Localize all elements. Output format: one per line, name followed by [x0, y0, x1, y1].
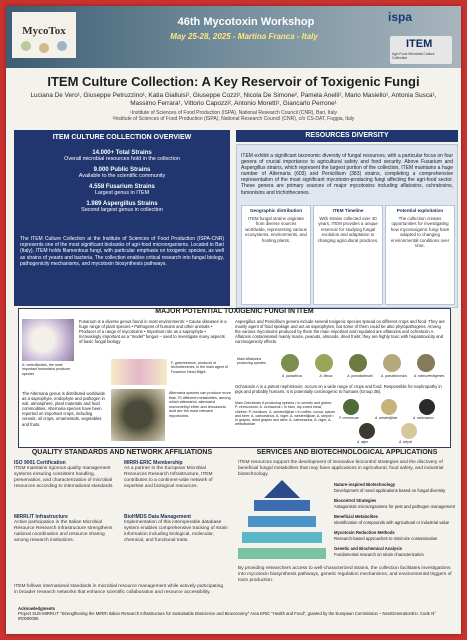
geo-distribution-text: ITEM fungal strains originate from diverse sources worldwide, representing various ecosystems, environments, and hosting plants. [245, 216, 307, 243]
geo-distribution-card [241, 205, 311, 305]
mirri-eric-heading: MIRRI-ERIC Membership [124, 460, 183, 466]
pyramid-desc-3: Identification of compounds with agricultural or industrial value [334, 520, 450, 525]
afla-colony-5 [417, 354, 435, 372]
ochra-colony-1 [343, 399, 359, 415]
ochratoxin-species-grid [339, 399, 447, 445]
mycotox-logo [12, 12, 76, 58]
ack-heading: Acknowledgments [18, 606, 55, 611]
affiliations [26, 110, 441, 122]
fusarium-caption: A. verticillioides, the most important fumonisins producer species [22, 363, 71, 376]
affiliation-1: ¹Institute of Sciences of Food Production (ISPA), National Research Council (CNR), Bari, Italy [130, 110, 337, 116]
ochra-species-4: A. niger [357, 440, 368, 444]
biohmds-heading: BioHMDS Data Management [124, 514, 191, 520]
acknowledgments [18, 606, 449, 622]
fusarium-text: Fusarium is a diverse genus found in most environments: • Cause diseases in a huge range of plant species • Pathogens of humans and other animals • Producer of a range of mycotoxins • Important role as a saprophyte • Increasingly important as a "model" fungus – used to investigate many aspects of basic fungal biology [79, 319, 227, 345]
overview-stats [18, 150, 226, 218]
aflatoxin-species-row [275, 354, 447, 382]
item-logo-subtext: Agri-Food Microbial Culture Collection [392, 52, 435, 60]
overview-title: ITEM CULTURE COLLECTION OVERVIEW [52, 134, 192, 141]
pyramid-label-2: Biocontrol Strategies [334, 498, 377, 503]
item-logo [390, 36, 452, 64]
ochra-colony-5 [401, 423, 417, 439]
stat-total-label: Overall microbial resources hold in the collection [64, 156, 180, 162]
mirri-it-heading: MIRRI.IT Infrastructure [14, 514, 68, 520]
author-list: Luciana De Vero¹, Giuseppe Petruzzino¹, Katia Gialluisi¹, Giuseppe Cozzi¹, Nicola De Simone², Pamela Anelli¹, Mario Masiello¹, Antonia Susca¹, Massimo Ferrara¹, Vittorio Capozzi², Antonio Moretti¹, Giancarlo Perrone¹ [30, 92, 437, 107]
stat-fusarium: 4.558 Fusarium Strains [89, 184, 155, 190]
ack-text: Project SUS-MIRRI.IT "Strengthening the MIRRI Italian Research Infrastructure for Sustainable Bioscience and Bioeconomy" Area ERIC "Health and Food", granted by the European Commission – NextGenerationEU. Code N° IR0000005 [18, 611, 436, 622]
pyramid-level-4 [242, 532, 322, 543]
exploitation-heading: Potential exploitation [396, 208, 444, 213]
mirri-it-card [14, 514, 118, 544]
mirri-it-text: Active participation in the Italian Microbial Resource Research Infrastructure strengthens national coordination and resource sharing among research institutions. [14, 520, 113, 543]
afla-colony-3 [349, 354, 367, 372]
ochra-species-3: A. carbonarius [413, 416, 434, 420]
iso-heading: ISO 9001 Certification [14, 460, 66, 466]
ochra-colony-3 [419, 399, 435, 415]
services-title: SERVICES AND BIOTECHNOLOGICAL APPLICATIONS [256, 449, 438, 456]
overview-panel [14, 130, 230, 306]
pyramid-level-3 [248, 516, 316, 527]
pyramid-label-4: Mycotoxin Reduction Methods [334, 530, 395, 535]
affiliation-2: ²Institute of Sciences of Food Production (ISPA), National Research Council (CNR), c/o CS-DAT, Foggia, Italy [112, 116, 355, 123]
timeline-card [313, 205, 383, 305]
event-title: 46th Mycotoxin Workshop [177, 16, 315, 28]
pyramid-desc-1: Development of novel applications based on fungal diversity [334, 488, 446, 493]
header-banner [6, 6, 461, 68]
stat-aspergillus: 1.989 Aspergillus Strains [86, 201, 158, 207]
mirri-eric-text: As a partner in the European Microbial Resources Research Infrastructure, ITEM contributes to a continent-wide network of expertise and biological resources. [124, 466, 213, 489]
fungi-panel [18, 308, 451, 448]
resources-panel [236, 144, 458, 308]
alternaria-photo [111, 389, 165, 441]
services-intro: ITEM resources support the development of innovative biocontrol strategies and the discovery of beneficial fungal metabolites that may have applications in agricultural, food safety, and industrial biotechnology. [238, 460, 444, 477]
stat-aspergillus-label: Second largest genus in collection [81, 207, 163, 213]
fungi-title: MAJOR POTENTIAL TOXIGENIC FUNGI IN ITEM [155, 308, 314, 315]
pyramid-level-1 [264, 480, 300, 498]
exploitation-text: The collection creates opportunities for investigating how mycotoxigenic fungi have adapted to changing environmental conditions over time. [390, 216, 450, 249]
mirri-eric-card [124, 460, 228, 490]
resources-intro: ITEM exhibit a significant taxonomic diversity of fungal resources, with a particular focus on four genera of crucial importance to agricultural safety and food security. Above Fusarium and Aspergillus strains, which represent the largest portion of the collection, ITEM maintains a huge number of Alternaria (603) and Penicillium (383) strains, completing a comprehensive representation of the most significant mycotoxin-producing fungi affecting the agri-food sector. These genera are primary sources of major mycotoxins including aflatoxins, ochratoxins, fumonisins and trichothecenes. [241, 153, 453, 196]
stat-public-strains: 9.000 Public Strains [93, 167, 151, 173]
afla-species-4: A. pseudonomius [380, 374, 408, 378]
pyramid-label-3: Beneficial Metabolites [334, 514, 378, 519]
aspergillus-text: Aspergillus and Penicillium genera include several toxigenic species spread on different crops and food. They are mainly agent of food spoilage and act as saprophytes, but some of them could be also phytopathogens. Among the various mycotoxins produced by them the main important and regulated are aflatoxins and ochratoxin A. Aflatoxin contaminated mainly maize, peanuts, almonds, dried fruits; they are highly toxic with hepatotoxicity and carcinogenicity effects. [235, 319, 445, 345]
pyramid-label-1: Nature-inspired Biotechnology [334, 482, 396, 487]
ochra-species-1: P. verrucosum [339, 416, 360, 420]
stat-total-strains: 14.000+ Total Strains [92, 150, 152, 156]
pyramid-desc-2: Antagonistic microorganisms for pest and pathogen management [334, 504, 456, 509]
ochra-species-5: A. steynii [399, 440, 412, 444]
ochratoxin-text: Ochratoxin A is a potent nephrotoxin; occurs on a wide range of crops and food. Responsible for nephropathy in pigs and probably humans. It is potentially carcinogenic to humans (Group 2B). [235, 384, 442, 395]
ochra-colony-4 [359, 423, 375, 439]
afla-colony-2 [315, 354, 333, 372]
pyramid-level-5 [238, 548, 326, 559]
timeline-heading: ITEM Timeline [332, 208, 364, 213]
iso-card [14, 460, 118, 490]
pyramid-desc-5: Fundamental research on strain characterization [334, 552, 424, 557]
item-logo-text: ITEM [406, 38, 433, 50]
ochra-colony-2 [381, 399, 397, 415]
stat-public-label: Available to the scientific community [78, 173, 166, 179]
alternaria-text: The Alternaria genus is distributed worldwide as a saprophyte, endophyte and pathogen in soil, atmosphere, plant materials and food commodities. Alternaria species have been reported on important crops, including cereals, oil crops, ornamentals, vegetables and fruits. [22, 391, 106, 427]
quality-footer: ITEM follows international standards in microbial resource management while actively participating in broader research networks that enhance scientific collaboration and resource accessibility. [14, 584, 224, 595]
event-subtitle: May 25-28, 2025 - Martina Franca - Italy [170, 32, 318, 41]
fusarium-photo [22, 319, 74, 361]
afla-species-1: A. parasiticus [281, 374, 303, 378]
overview-description: The ITEM Culture Collection at the Institute of Sciences of Food Production (ISPA-CNR) represents one of the most significant biobanks of agri-food microorganisms. Located in Bari (Italy), ITEM holds filamentous fungi, with particular emphasis on toxigenic species, as well as strains of yeasts and bacteria. The collection enables critical research into fungal biology, pathogenicity mechanisms, and mycotoxin biosynthesis pathways. [20, 236, 224, 267]
services-footer: By providing researchers access to well-characterized strains, the collection facilitates investigations into mycotoxin biosynthesis pathways, genetic regulation mechanisms, and environmental triggers of toxin production. [238, 566, 452, 583]
mycotox-logo-text: MycoTox [22, 25, 66, 37]
poster-title: ITEM Culture Collection: A Key Reservoir of Toxigenic Fungi [47, 74, 420, 89]
biohmds-card [124, 514, 228, 544]
quality-title: QUALITY STANDARDS AND NETWORK AFFILIATIONS [31, 449, 213, 456]
pyramid-level-2 [254, 500, 310, 511]
resources-title: RESOURCES DIVERSITY [236, 130, 458, 142]
quality-panel [14, 460, 230, 606]
pyramid-desc-4: Research-based approaches to minimize contamination [334, 536, 438, 541]
afla-species-3: A. pseudotamarii [347, 374, 373, 378]
geo-distribution-heading: Geographic distribution [249, 208, 303, 213]
alternaria-caption: Alternaria species can produce more than 70 different metabolites, among which alternariol, alternariol monomethyl ether and tenuazonic acid are the most relevant mycotoxins. [169, 391, 231, 418]
afla-colony-4 [383, 354, 401, 372]
poster [6, 6, 461, 634]
iso-text: ITEM maintains rigorous quality management systems ensuring consistent handling, preservation, and characterization of microbial resources according to international standards. [14, 466, 114, 489]
pyramid-label-5: Genetic and Biochemical Analysis [334, 546, 403, 551]
exploitation-card [385, 205, 455, 305]
stat-fusarium-label: Largest genus in ITEM [94, 190, 150, 196]
aflatoxin-label: Main Aflatoxins producing species [237, 357, 266, 366]
ispa-logo: ispa [388, 10, 413, 24]
ochratoxin-species-list: Main Ochratoxin A producing species • In cereals and grains: P. verrucosum, A. ochraceus • In ham, dry-cured meat, cheese: P. nordicum, A. westerdijkiae • In coffee, cocoa, spices and beer: A. carbonarius, A. niger, A. westerdijkiae, A. steynii • In grapes, dried grapes and wine: A. carbonarius, A. niger, A. welwitschiae [235, 401, 336, 427]
timeline-text: With strains collected over 40 years, ITEM provides a unique reservoir for studying fungal evolution and adaptation to changing agricultural practices. [317, 216, 379, 243]
biohmds-text: Implementation of this interoperable database system enables comprehensive tracking of strain information including biological, molecular, chemical, and functional traits. [124, 520, 228, 543]
afla-colony-1 [281, 354, 299, 372]
afla-species-5: A. minisclerotigenes [413, 374, 445, 378]
ochra-species-2: A. westerdijkiae [375, 416, 398, 420]
fusarium-plate-photo [111, 359, 167, 385]
afla-species-2: A. flavus [319, 374, 333, 378]
fusarium-caption-2: F. graminearum, producer of trichothecenes, is the main agent of Fusarium Head Blight [171, 361, 228, 374]
